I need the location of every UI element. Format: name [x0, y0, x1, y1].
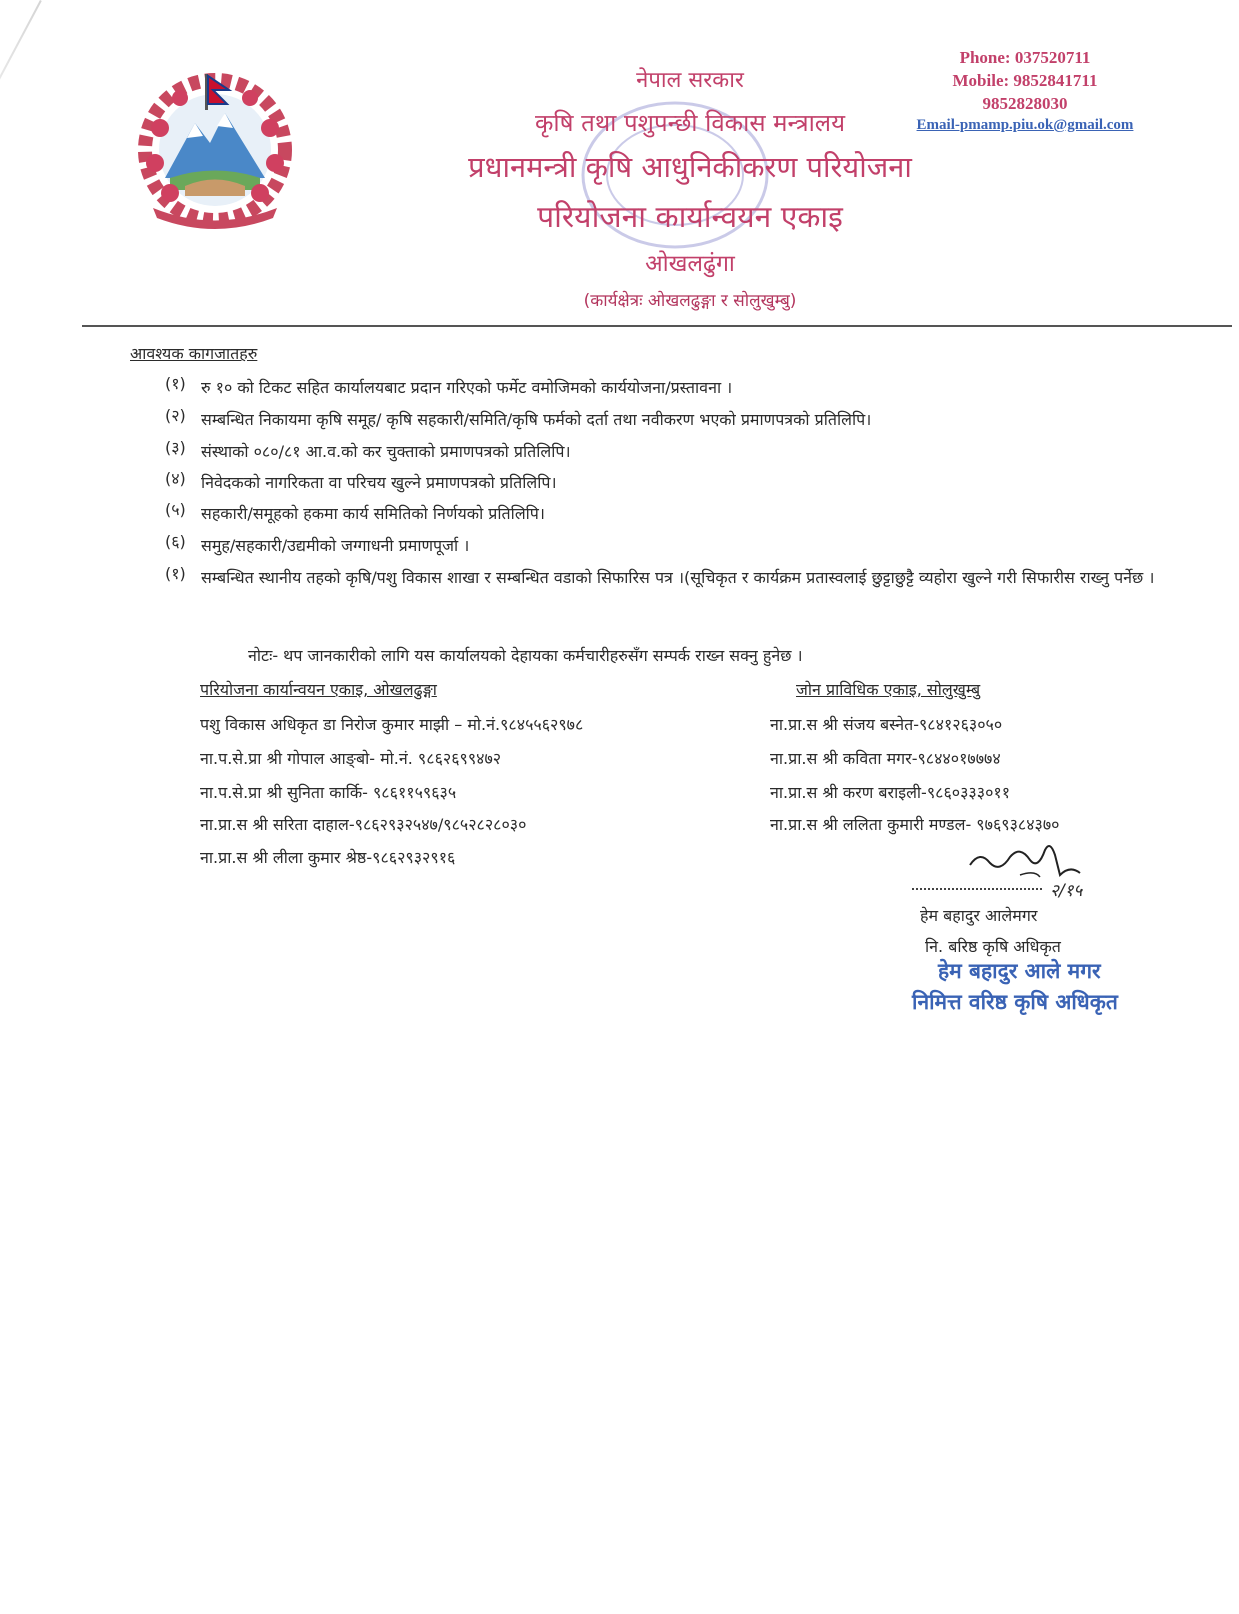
document-item-number: (३)	[165, 438, 186, 457]
document-item-text: निवेदकको नागरिकता वा परिचय खुल्ने प्रमाणपत्रको प्रतिलिपि।	[201, 473, 557, 492]
document-item	[165, 562, 1205, 594]
right-staff-row: ना.प्रा.स श्री करण बराइली-९८६०३३३०११	[770, 783, 1011, 802]
contact-email-link[interactable]: Email-pmamp.piu.ok@gmail.com	[916, 117, 1134, 133]
document-item-number: (१)	[165, 564, 186, 583]
header-location: ओखलढुंगा	[645, 251, 735, 277]
note-text: नोटः- थप जानकारीको लागि यस कार्यालयको देहायका कर्मचारीहरुसँग सम्पर्क राख्न सक्नु हुनेछ ।	[248, 646, 803, 665]
right-unit-title: जोन प्राविधिक एकाइ, सोलुखुम्बु	[796, 680, 981, 699]
nepal-emblem-logo	[125, 68, 305, 238]
document-item-text: संस्थाको ०८०/८१ आ.व.को कर चुक्ताको प्रमाणपत्रको प्रतिलिपि।	[201, 442, 571, 461]
document-item-number: (१)	[165, 374, 186, 393]
left-staff-row: ना.प.से.प्रा श्री सुनिता कार्कि- ९८६११५९६३५	[200, 783, 457, 802]
contact-mobile: Mobile: 9852841711	[952, 71, 1098, 90]
document-item-text: समुह/सहकारी/उद्यमीको जग्गाधनी प्रमाणपूर्जा ।	[201, 536, 470, 555]
signatory-designation: नि. बरिष्ठ कृषि अधिकृत	[925, 937, 1061, 956]
signature-dotted-line	[912, 888, 1042, 890]
section-title: आवश्यक कागजातहरु	[130, 344, 258, 363]
scan-artifact	[0, 0, 42, 178]
stamp-designation: निमित्त वरिष्ठ कृषि अधिकृत	[912, 990, 1118, 1014]
document-item	[165, 436, 1205, 468]
left-staff-row: ना.प.से.प्रा श्री गोपाल आङ्बो- मो.नं. ९८६२६९९४७२	[200, 749, 502, 768]
document-item-text: सम्बन्धित निकायमा कृषि समूह/ कृषि सहकारी/समिति/कृषि फर्मको दर्ता तथा नवीकरण भएको प्रमाणपत्रको प्रतिलिपि।	[201, 410, 872, 429]
header-project: प्रधानमन्त्री कृषि आधुनिकीकरण परियोजना	[468, 150, 912, 184]
stamp-name: हेम बहादुर आले मगर	[938, 959, 1101, 983]
document-item	[165, 372, 1205, 404]
left-unit-title: परियोजना कार्यान्वयन एकाइ, ओखलढुङ्गा	[200, 680, 437, 699]
contact-phone: Phone: 037520711	[959, 48, 1091, 67]
document-item	[165, 498, 1205, 530]
right-staff-row: ना.प्रा.स श्री ललिता कुमारी मण्डल- ९७६९३८४३७०	[770, 815, 1060, 834]
right-staff-row: ना.प्रा.स श्री संजय बस्नेत-९८४१२६३०५०	[770, 715, 1003, 734]
header-unit: परियोजना कार्यान्वयन एकाइ	[537, 200, 843, 235]
document-item-number: (५)	[165, 500, 186, 519]
left-staff-row: ना.प्रा.स श्री सरिता दाहाल-९८६२९३२५४७/९८५२८२८०३०	[200, 815, 527, 834]
header-divider	[82, 325, 1232, 327]
document-item-text: सहकारी/समूहको हकमा कार्य समितिको निर्णयको प्रतिलिपि।	[201, 504, 545, 523]
document-item-number: (४)	[165, 469, 186, 488]
document-item-number: (२)	[165, 406, 186, 425]
document-item	[165, 467, 1205, 499]
document-item-text: रु १० को टिकट सहित कार्यालयबाट प्रदान गरिएको फर्मेट वमोजिमको कार्ययोजना/प्रस्तावना ।	[201, 378, 733, 397]
header-government: नेपाल सरकार	[636, 68, 744, 93]
left-staff-row: ना.प्रा.स श्री लीला कुमार श्रेष्ठ-९८६२९३२९१६	[200, 848, 456, 867]
right-staff-row: ना.प्रा.स श्री कविता मगर-९८४४०१७७७४	[770, 749, 1001, 768]
document-item-number: (६)	[165, 532, 186, 551]
document-item	[165, 530, 1205, 562]
contact-mobile-2: 9852828030	[982, 94, 1068, 113]
document-item-text: सम्बन्धित स्थानीय तहको कृषि/पशु विकास शाखा र सम्बन्धित वडाको सिफारिस पत्र ।(सूचिकृत र कार्यक्रम प्रतास्वलाई छुट्टाछुट्टै व्यहोरा खुल्ने गरी सिफारीस राख्नु पर्नेछ ।	[201, 568, 1155, 587]
signature-date: २/१५	[1050, 881, 1083, 901]
signatory-name: हेम बहादुर आलेमगर	[920, 906, 1038, 925]
header-ministry: कृषि तथा पशुपन्छी विकास मन्त्रालय	[535, 109, 845, 137]
header-work-area: (कार्यक्षेत्रः ओखलढुङ्गा र सोलुखुम्बु)	[583, 291, 797, 311]
left-staff-row: पशु विकास अधिकृत डा निरोज कुमार माझी – मो.नं.९८४५५६२९७८	[200, 715, 584, 734]
document-item	[165, 404, 1205, 436]
